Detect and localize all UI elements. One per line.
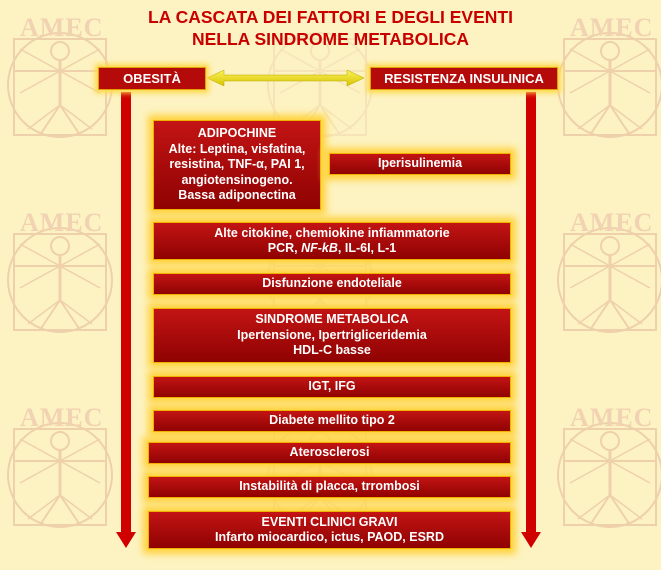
citokine-line-2-c: , IL-6I, L-1 bbox=[337, 241, 397, 255]
watermark-text: AMEC bbox=[570, 403, 654, 432]
watermark-text: AMEC bbox=[20, 208, 104, 237]
sindrome-line-2: Ipertensione, Ipertrigliceridemia bbox=[237, 327, 427, 342]
adipochine-line-1: Alte: Leptina, visfatina, bbox=[168, 141, 306, 156]
igt-box bbox=[153, 376, 511, 398]
double-headed-arrow bbox=[207, 70, 364, 86]
sindrome-box bbox=[153, 308, 511, 363]
igt-label: IGT, IFG bbox=[308, 379, 356, 394]
adipochine-box bbox=[153, 120, 321, 210]
instabilita-box bbox=[148, 476, 511, 498]
disfunzione-box bbox=[153, 273, 511, 295]
iperinsulinemia-box bbox=[329, 153, 511, 175]
iperinsulinemia-label: Iperisulinemia bbox=[377, 156, 463, 171]
watermark-text: AMEC bbox=[20, 403, 104, 432]
sindrome-line-1: SINDROME METABOLICA bbox=[255, 312, 409, 327]
insulin-resistance-label: RESISTENZA INSULINICA bbox=[370, 67, 558, 90]
title-line-2: NELLA SINDROME METABOLICA bbox=[191, 29, 470, 49]
obesity-label: OBESITÀ bbox=[98, 67, 206, 90]
watermark-text: AMEC bbox=[570, 13, 654, 42]
page-title bbox=[0, 6, 661, 50]
eventi-box bbox=[148, 511, 511, 549]
adipochine-title: ADIPOCHINE bbox=[197, 126, 277, 141]
citokine-line-2-b: NF-kB bbox=[301, 241, 338, 255]
right-down-arrow bbox=[521, 92, 541, 548]
aterosclerosi-box bbox=[148, 442, 511, 464]
watermark-text: AMEC bbox=[570, 208, 654, 237]
title-line-1: LA CASCATA DEI FATTORI E DEGLI EVENTI bbox=[148, 7, 513, 27]
aterosclerosi-label: Aterosclerosi bbox=[289, 445, 370, 460]
adipochine-line-2: resistina, TNF-α, PAI 1, bbox=[169, 157, 305, 172]
citokine-line-2 bbox=[268, 241, 397, 257]
left-down-arrow bbox=[116, 92, 136, 548]
disfunzione-label: Disfunzione endoteliale bbox=[262, 276, 402, 291]
citokine-box bbox=[153, 222, 511, 260]
diabete-label: Diabete mellito tipo 2 bbox=[269, 413, 395, 428]
adipochine-line-3: angiotensinogeno. bbox=[181, 172, 293, 187]
adipochine-line-4: Bassa adiponectina bbox=[178, 188, 296, 203]
sindrome-line-3: HDL-C basse bbox=[293, 343, 371, 358]
eventi-line-1: EVENTI CLINICI GRAVI bbox=[261, 514, 398, 529]
citokine-line-1: Alte citokine, chemiokine infiammatorie bbox=[214, 225, 450, 240]
citokine-line-2-a: PCR, bbox=[267, 241, 302, 255]
diabete-box bbox=[153, 410, 511, 432]
watermark-text: AMEC bbox=[20, 13, 104, 42]
instabilita-label: Instabilità di placca, trrombosi bbox=[239, 479, 420, 494]
eventi-line-2: Infarto miocardico, ictus, PAOD, ESRD bbox=[215, 530, 444, 544]
